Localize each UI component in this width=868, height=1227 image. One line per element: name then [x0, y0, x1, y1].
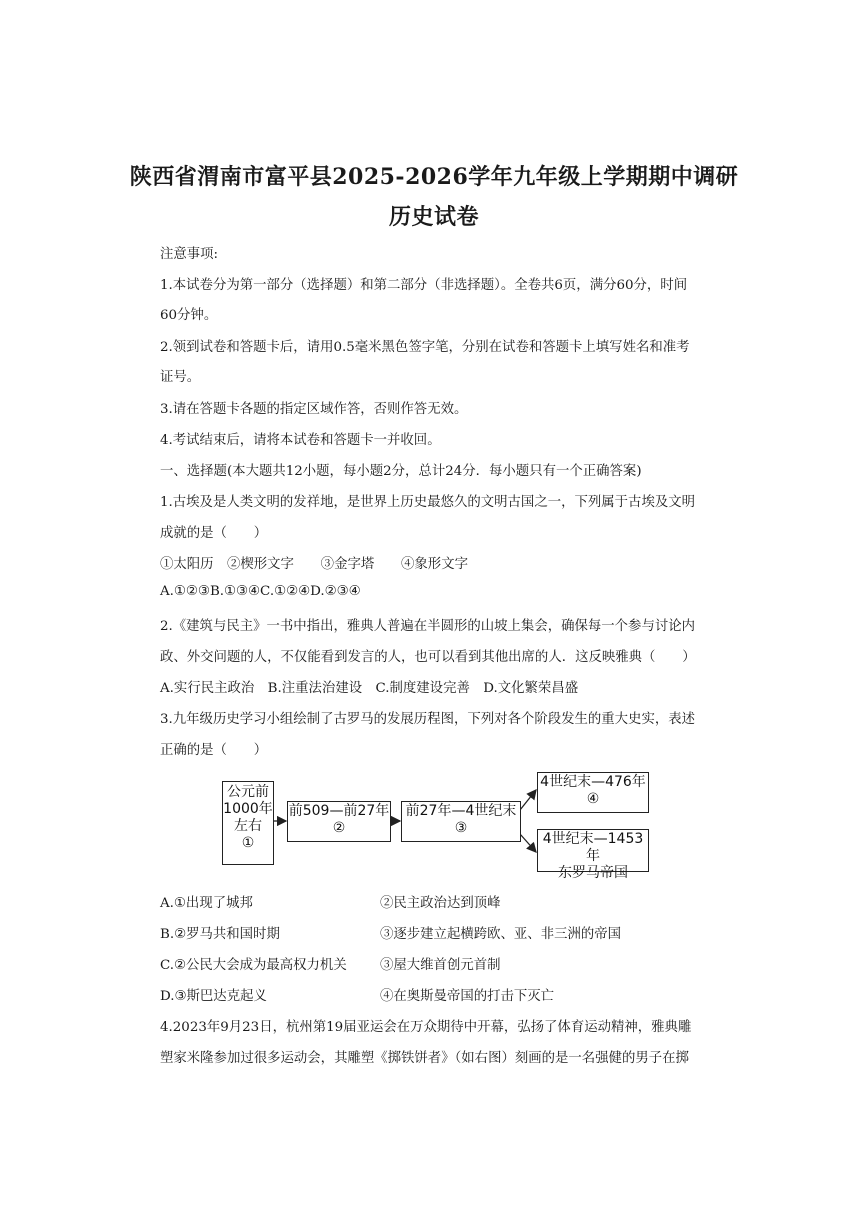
q3-option-b-left: B.②罗马共和国时期 — [160, 927, 280, 942]
box-1-line-1: 公元前 — [227, 784, 269, 800]
exam-title: 陕西省渭南市富平县2025-2026学年九年级上学期期中调研 — [129, 164, 739, 190]
box-2-line-1: 前509—前27年 — [288, 803, 390, 819]
box-5-line-2: 东罗马帝国 — [558, 865, 628, 881]
timeline-box-3 — [401, 801, 521, 842]
box-2-marker: ② — [332, 820, 346, 836]
arrow-3-to-5 — [520, 834, 536, 852]
box-3-marker: ③ — [454, 820, 468, 836]
section-1-heading: 一、选择题(本大题共12小题，每小题2分，总计24分．每小题只有一个正确答案) — [160, 464, 642, 479]
q4-stem-line-2: 塑家米隆参加过很多运动会，其雕塑《掷铁饼者》（如右图）刻画的是一名强健的男子在掷 — [160, 1051, 689, 1066]
timeline-box-2 — [287, 801, 391, 842]
q1-stem-line-2: 成就的是（ ） — [160, 526, 268, 541]
q1-options: A.①②③B.①③④C.①②④D.②③④ — [160, 584, 361, 599]
notes-heading: 注意事项: — [160, 247, 219, 262]
q3-option-d-right: ④在奥斯曼帝国的打击下灭亡 — [380, 989, 555, 1004]
q2-stem-line-1: 2.《建筑与民主》一书中指出，雅典人普遍在半圆形的山坡上集会，确保每一个参与讨论内 — [160, 619, 696, 634]
note-3: 3.请在答题卡各题的指定区域作答，否则作答无效。 — [160, 402, 468, 417]
box-3-line-1: 前27年—4世纪末 — [405, 803, 517, 819]
box-5-line-1: 4世纪末—1453年 — [542, 831, 644, 864]
box-1-line-2: 1000年 — [223, 801, 273, 817]
note-2-line-1: 2.领到试卷和答题卡后，请用0.5毫米黑色签字笔，分别在试卷和答题卡上填写姓名和准考 — [160, 340, 690, 355]
box-4-line-1: 4世纪末—476年 — [540, 774, 646, 790]
timeline-box-4 — [537, 772, 649, 813]
note-1-line-2: 60分钟。 — [160, 308, 218, 323]
q4-stem-line-1: 4.2023年9月23日，杭州第19届亚运会在万众期待中开幕，弘扬了体育运动精神，雅典雕 — [160, 1020, 692, 1035]
q1-stem-line-1: 1.古埃及是人类文明的发祥地，是世界上历史最悠久的文明古国之一，下列属于古埃及文明 — [160, 495, 696, 510]
arrow-3-to-4 — [520, 790, 536, 810]
box-1-marker: ① — [241, 835, 255, 851]
note-2-line-2: 证号。 — [160, 370, 201, 385]
box-1-line-3: 左右 — [234, 818, 262, 834]
q3-stem-line-1: 3.九年级历史学习小组绘制了古罗马的发展历程图，下列对各个阶段发生的重大史实，表述 — [160, 712, 696, 727]
q3-option-b-right: ③逐步建立起横跨欧、亚、非三洲的帝国 — [380, 927, 622, 942]
q2-stem-line-2: 政、外交问题的人，不仅能看到发言的人，也可以看到其他出席的人．这反映雅典（ ） — [160, 650, 696, 665]
note-1-line-1: 1.本试卷分为第一部分（选择题）和第二部分（非选择题）。全卷共6页，满分60分，时间 — [160, 278, 688, 293]
box-4-marker: ④ — [586, 791, 600, 807]
q1-items: ①太阳历 ②楔形文字 ③金字塔 ④象形文字 — [160, 557, 468, 572]
note-4: 4.考试结束后，请将本试卷和答题卡一并收回。 — [160, 433, 441, 448]
q3-option-a-left: A.①出现了城邦 — [160, 896, 253, 911]
timeline-box-5 — [537, 829, 649, 881]
q3-stem-line-2: 正确的是（ ） — [160, 743, 268, 758]
q3-option-c-left: C.②公民大会成为最高权力机关 — [160, 958, 347, 973]
q3-option-c-right: ③屋大维首创元首制 — [380, 958, 501, 973]
q3-option-d-left: D.③斯巴达克起义 — [160, 989, 267, 1004]
exam-subtitle: 历史试卷 — [388, 204, 479, 230]
q2-options: A.实行民主政治 B.注重法治建设 C.制度建设完善 D.文化繁荣昌盛 — [160, 681, 579, 696]
q3-option-a-right: ②民主政治达到顶峰 — [380, 896, 501, 911]
timeline-box-1 — [222, 781, 274, 865]
